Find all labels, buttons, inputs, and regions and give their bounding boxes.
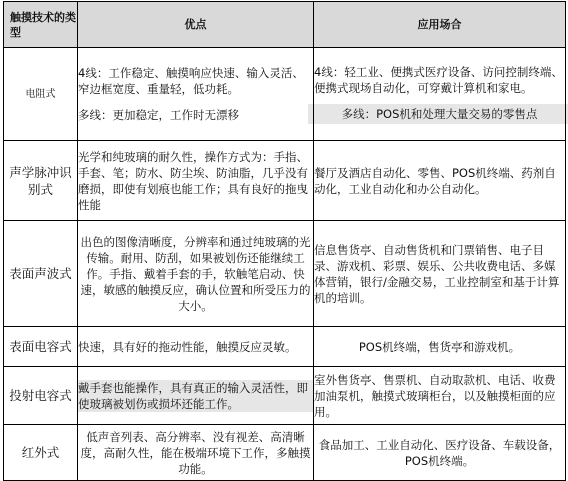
- applications-cell: [314, 48, 566, 141]
- application-text: POS机终端，售货亭和游戏机。: [358, 339, 521, 354]
- advantage-text: 出色的图像清晰度，分辨率和通过纯玻璃的光传输。耐用、防刮，如果被划伤还能继续工作。手指、戴着手套的手，软触笔启动、快速，敏感的触摸反应，确认位置和所受压力的大小。: [80, 234, 311, 313]
- header-advantages: 优点: [78, 2, 314, 48]
- advantages-cell: [78, 327, 314, 367]
- header-applications: 应用场合: [314, 2, 566, 48]
- type-name: 投射电容式: [4, 367, 78, 425]
- advantage-text: 戴手套也能操作，具有真正的输入灵活性，即使玻璃被划伤或损坏还能工作。: [78, 380, 313, 412]
- advantages-cell: [78, 48, 314, 141]
- table-row-acoustic-pulse: [4, 141, 566, 221]
- type-name: 表面电容式: [4, 327, 78, 367]
- table-row-projected-capacitive: [4, 367, 566, 425]
- table-row-resistive: [4, 48, 566, 141]
- applications-cell: [314, 327, 566, 367]
- advantages-cell: [78, 367, 314, 425]
- table-header-row: [4, 2, 566, 48]
- advantage-text: 低声音列表、高分辨率、没有视差、高清晰度，高耐久性，能在极端环境下工作，多触摸功能。: [80, 429, 311, 476]
- advantages-cell: [78, 425, 314, 481]
- type-name: 声学脉冲识别式: [4, 141, 78, 221]
- application-text: 信息售货亭、自动售货机和门票销售、电子目录、游戏机、彩票、娱乐、公共收费电话、多媒体营销，银行/金融交易，工业控制室和基于计算机的培训。: [314, 242, 560, 305]
- application-text: 室外售货亭、售票机、自动取款机、电话、收费加油泵机，触摸式玻璃柜台，以及触摸柜面的应用。: [314, 372, 556, 419]
- application-text: 餐厅及酒店自动化、零售、POS机终端、药剂自动化，工业自动化和办公自动化。: [314, 165, 556, 196]
- table-row-surface-capacitive: [4, 327, 566, 367]
- application-text: 多线：POS机和处理大量交易的零售点: [308, 104, 568, 124]
- applications-cell: [314, 425, 566, 481]
- type-name: 红外式: [4, 425, 78, 481]
- applications-cell: [314, 141, 566, 221]
- advantage-text: 4线：工作稳定、触摸响应快速、输入灵活、窄边框宽度、重量轻，低功耗。: [78, 66, 304, 96]
- advantage-text: 多线：更加稳定，工作时无漂移: [78, 108, 239, 122]
- advantages-cell: [78, 141, 314, 221]
- header-type: 触摸技术的类型: [4, 2, 78, 48]
- table-row-surface-acoustic-wave: [4, 221, 566, 327]
- advantage-text: 光学和纯玻璃的耐久性，操作方式为：手指、手套、笔；防水、防尘埃、防油脂，几乎没有磨损，即使有划痕也能工作；具有良好的拖曳性能: [78, 149, 308, 212]
- advantage-text: 快速，具有好的拖动性能，触摸反应灵敏。: [78, 339, 297, 354]
- touch-technology-comparison-table: [3, 1, 566, 481]
- applications-cell: [314, 367, 566, 425]
- application-text: 食品加工、工业自动化、医疗设备、车载设备，POS机终端。: [318, 437, 561, 468]
- application-text: 4线：轻工业、便携式医疗设备、访问控制终端、便携式现场自动化，可穿戴计算机和家电。: [314, 65, 563, 95]
- table-row-infrared: [4, 425, 566, 481]
- type-name: 电阻式: [4, 48, 78, 141]
- advantages-cell: [78, 221, 314, 327]
- type-name: 表面声波式: [4, 221, 78, 327]
- applications-cell: [314, 221, 566, 327]
